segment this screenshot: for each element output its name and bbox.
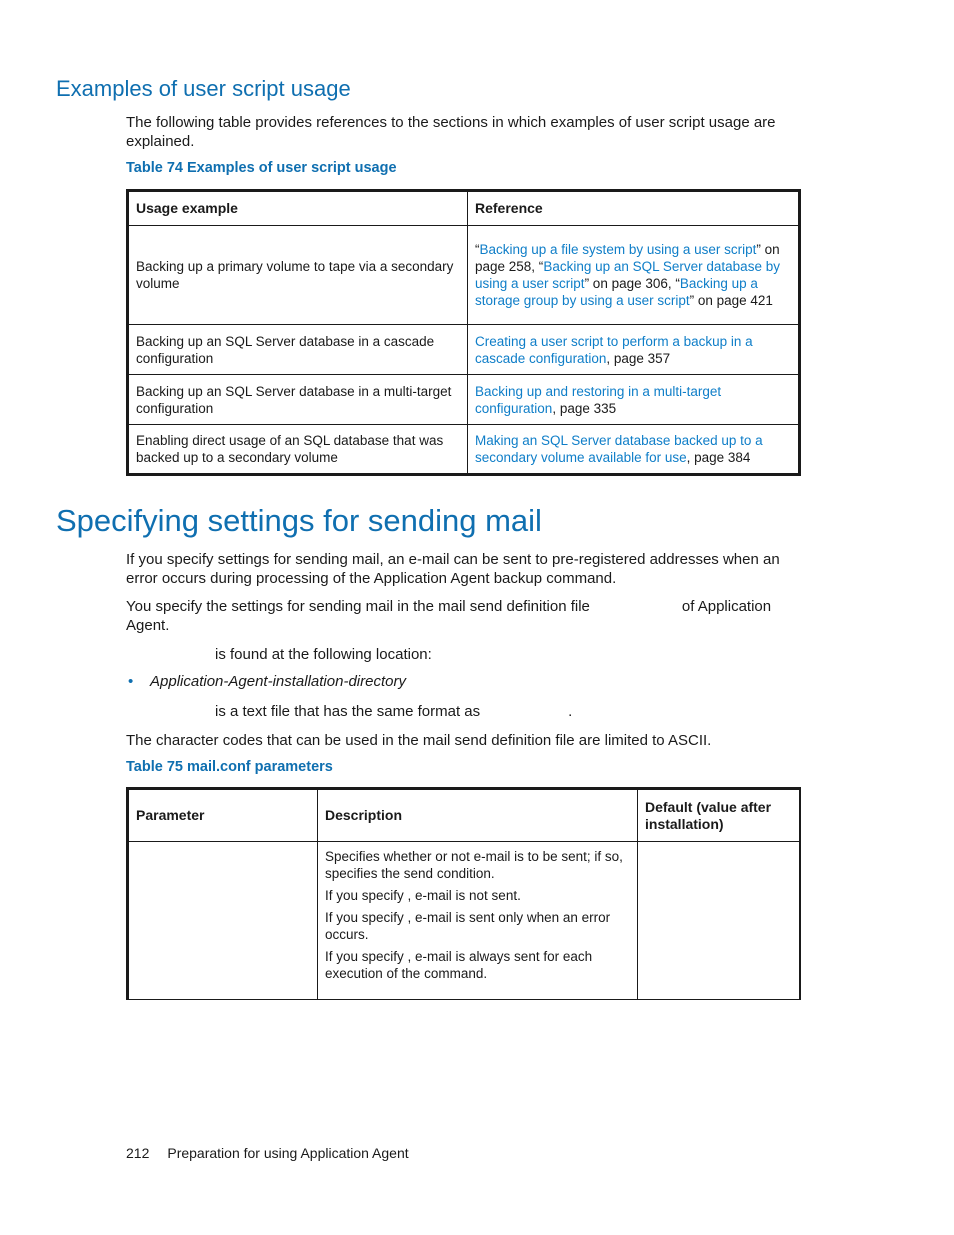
reference-link[interactable]: Backing up a storage group by using a user script [475, 276, 758, 308]
table75-caption: Table 75 mail.conf parameters [126, 759, 333, 775]
table75-header-default: Default (value after installation) [638, 789, 801, 842]
default-cell [638, 842, 801, 1000]
description-line: If you specify , e-mail is always sent for each execution of the command. [325, 949, 593, 981]
reference-text: , page 384 [686, 450, 751, 465]
table74 [126, 189, 801, 476]
usage-cell: Backing up an SQL Server database in a multi-target configuration [128, 375, 468, 425]
reference-text: ” on page 258, “ [475, 242, 780, 274]
intro-paragraph: The following table provides references to the sections in which examples of user script usage are explained. [126, 114, 776, 150]
mail-paragraph-4-a: is a text file that has the same format as [215, 703, 481, 720]
mail-paragraph-3: is found at the following location: [215, 646, 432, 663]
table-row [128, 842, 801, 1000]
reference-link[interactable]: Backing up and restoring in a multi-target configuration [475, 383, 722, 416]
reference-cell [468, 425, 800, 475]
reference-text: , page 335 [552, 400, 617, 416]
mail-paragraph-1: If you specify settings for sending mail, an e-mail can be sent to pre-registered addresses when an error occurs during processing of the Application Agent backup command. [126, 551, 780, 587]
table-row [128, 226, 800, 325]
table75 [126, 787, 801, 1000]
reference-text: ” on page 306, “ [584, 276, 680, 291]
mail-paragraph-4-b: . [568, 703, 573, 720]
mail-paragraph-4 [215, 702, 883, 721]
mail-paragraph-2-a: You specify the settings for sending mail in the mail send definition file [126, 598, 590, 615]
reference-cell [468, 375, 800, 425]
usage-cell: Backing up an SQL Server database in a cascade configuration [128, 325, 468, 375]
reference-text: ” on page 421 [689, 293, 773, 308]
reference-link[interactable]: Making an SQL Server database backed up to a secondary volume available for use [475, 433, 763, 465]
description-line: Specifies whether or not e-mail is to be sent; if so, specifies the send condition. [325, 849, 623, 881]
reference-cell [468, 325, 800, 375]
mail-paragraph-2-b: of Application Agent. [126, 598, 772, 634]
description-cell [318, 842, 638, 1000]
page-number: 212 [126, 1145, 150, 1161]
chapter-title: Preparation for using Application Agent [167, 1145, 409, 1161]
table-row [128, 375, 800, 425]
section-heading: Examples of user script usage [56, 76, 351, 101]
page-title: Specifying settings for sending mail [56, 503, 542, 538]
reference-cell [468, 226, 800, 325]
install-dir-item: Application-Agent-installation-directory [150, 673, 406, 690]
table74-caption: Table 74 Examples of user script usage [126, 160, 397, 176]
description-line: If you specify , e-mail is not sent. [325, 888, 521, 903]
mail-paragraph-5: The character codes that can be used in the mail send definition file are limited to ASCII. [126, 732, 712, 749]
reference-link[interactable]: Backing up a file system by using a user script [479, 242, 757, 257]
reference-text: , page 357 [606, 350, 671, 366]
mail-paragraph-2 [126, 597, 794, 635]
table75-header-description: Description [318, 789, 638, 842]
description-line: If you specify , e-mail is sent only when an error occurs. [325, 910, 611, 942]
reference-link[interactable]: Backing up an SQL Server database by using a user script [475, 259, 780, 291]
page-footer [126, 1145, 427, 1161]
table-row [128, 325, 800, 375]
parameter-cell [128, 842, 318, 1000]
usage-cell: Backing up a primary volume to tape via a secondary volume [128, 226, 468, 325]
table74-header-usage: Usage example [128, 191, 468, 226]
usage-cell: Enabling direct usage of an SQL database that was backed up to a secondary volume [128, 425, 468, 475]
bullet-icon: • [128, 673, 134, 690]
reference-text: “ [475, 242, 480, 257]
table74-header-reference: Reference [468, 191, 800, 226]
table75-header-parameter: Parameter [128, 789, 318, 842]
table-row [128, 425, 800, 475]
reference-link[interactable]: Creating a user script to perform a backup in a cascade configuration [475, 333, 753, 366]
